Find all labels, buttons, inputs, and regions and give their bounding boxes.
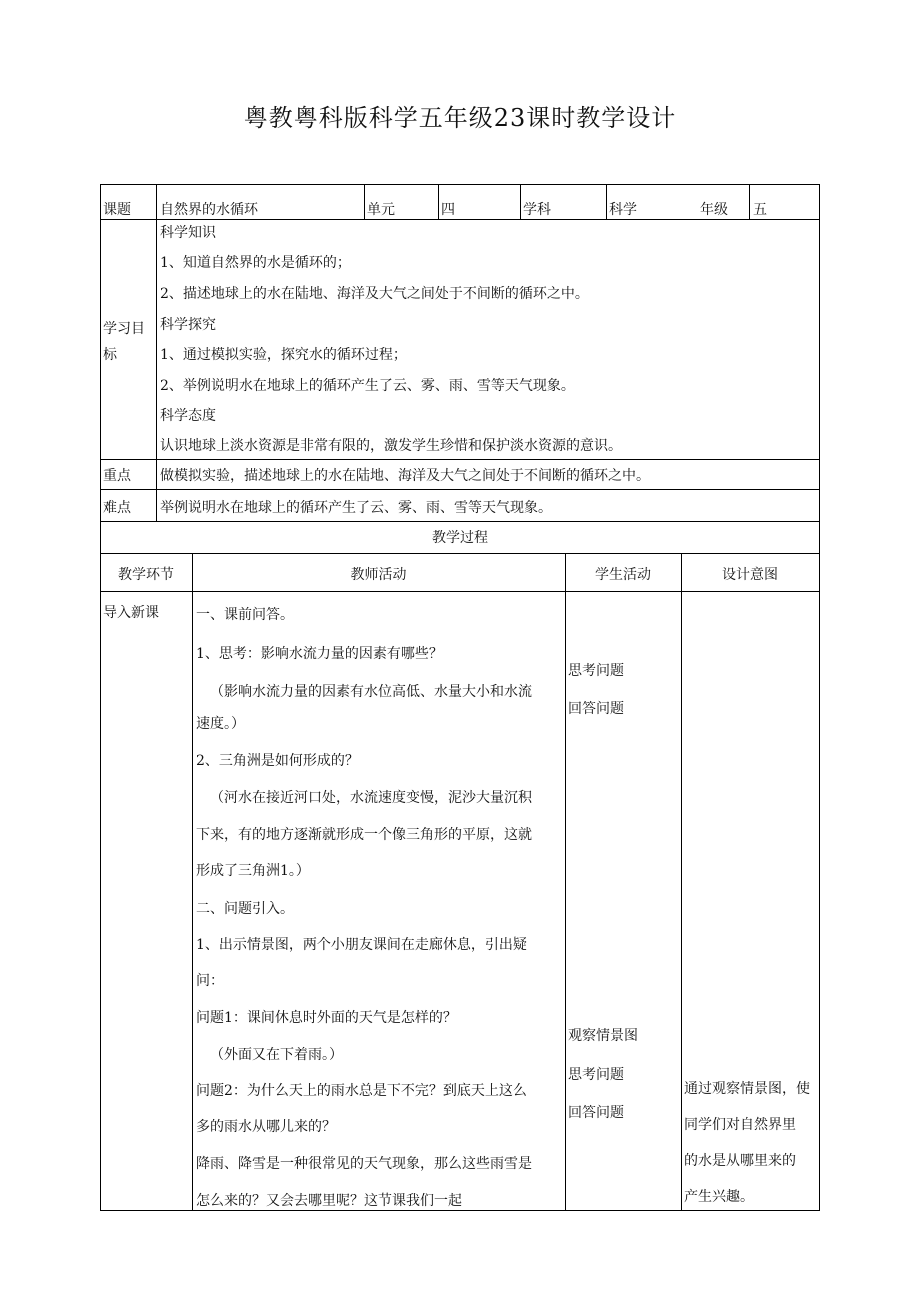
- stage-name: 导入新课: [103, 605, 159, 621]
- process-title: 教学过程: [432, 530, 488, 546]
- objective-line: 1、知道自然界的水是循环的；: [160, 255, 351, 271]
- teacher-line: 速度。）: [196, 716, 245, 732]
- grade-value: 五: [753, 202, 767, 218]
- objective-line: 2、举例说明水在地球上的循环产生了云、雾、雨、雪等天气现象。: [160, 378, 575, 394]
- teacher-line: 1、思考：影响水流力量的因素有哪些？: [196, 646, 443, 662]
- teacher-line: 问题1：课间休息时外面的天气是怎样的？: [196, 1010, 457, 1026]
- teacher-line: 下来，有的地方逐渐就形成一个像三角形的平原，这就: [196, 827, 532, 843]
- objectives-label-line1: 学习目: [103, 321, 145, 337]
- document-title: 粤教粤科版科学五年级23课时教学设计: [243, 104, 677, 132]
- intent-line: 的水是从哪里来的: [684, 1153, 796, 1169]
- subject-label: 学科: [523, 202, 551, 218]
- header-student: 学生活动: [595, 567, 651, 583]
- student-line: 思考问题: [568, 1067, 624, 1083]
- intent-line: 同学们对自然界里: [684, 1117, 796, 1133]
- teacher-line: （影响水流力量的因素有水位高低、水量大小和水流: [210, 684, 532, 700]
- teacher-line: 问：: [196, 973, 224, 989]
- topic-value: 自然界的水循环: [160, 202, 258, 218]
- objective-line: 科学态度: [160, 408, 216, 424]
- unit-value: 四: [441, 202, 455, 218]
- teacher-line: 一、课前问答。: [196, 607, 294, 623]
- teacher-line: 1、出示情景图，两个小朋友课间在走廊休息，引出疑: [196, 937, 527, 953]
- teacher-line: 多的雨水从哪儿来的？: [196, 1119, 336, 1135]
- teacher-line: 2、三角洲是如何形成的？: [196, 753, 359, 769]
- teacher-line: 降雨、降雪是一种很常见的天气现象，那么这些雨雪是: [196, 1156, 532, 1172]
- objective-line: 认识地球上淡水资源是非常有限的，激发学生珍惜和保护淡水资源的意识。: [160, 438, 622, 454]
- subject-value: 科学: [609, 202, 637, 218]
- difficulty-text: 举例说明水在地球上的循环产生了云、雾、雨、雪等天气现象。: [160, 500, 552, 516]
- intent-line: 产生兴趣。: [684, 1189, 754, 1205]
- teacher-line: 怎么来的？又会去哪里呢？这节课我们一起: [196, 1193, 462, 1209]
- key-point-text: 做模拟实验，描述地球上的水在陆地、海洋及大气之间处于不间断的循环之中。: [160, 468, 650, 484]
- header-intent: 设计意图: [722, 567, 778, 583]
- teacher-line: 形成了三角洲1。）: [196, 863, 310, 879]
- student-line: 观察情景图: [568, 1028, 638, 1044]
- student-line: 回答问题: [568, 1105, 624, 1121]
- objective-line: 科学知识: [160, 225, 216, 241]
- objective-line: 科学探究: [160, 317, 216, 333]
- unit-label: 单元: [367, 202, 395, 218]
- header-teacher: 教师活动: [350, 567, 407, 583]
- student-line: 思考问题: [568, 663, 624, 679]
- objective-line: 1、通过模拟实验，探究水的循环过程；: [160, 347, 407, 363]
- key-point-label: 重点: [103, 468, 131, 484]
- student-line: 回答问题: [568, 701, 624, 717]
- teacher-line: （外面又在下着雨。）: [210, 1047, 343, 1063]
- objectives-label-line2: 标: [103, 347, 117, 363]
- teacher-line: 二、问题引入。: [196, 901, 294, 917]
- teacher-line: （河水在接近河口处，水流速度变慢，泥沙大量沉积: [210, 790, 532, 806]
- topic-label: 课题: [103, 202, 131, 218]
- header-stage: 教学环节: [118, 567, 174, 583]
- grade-label: 年级: [700, 202, 728, 218]
- teacher-line: 问题2：为什么天上的雨水总是下不完？到底天上这么: [196, 1083, 527, 1099]
- objective-line: 2、描述地球上的水在陆地、海洋及大气之间处于不间断的循环之中。: [160, 286, 589, 302]
- difficulty-label: 难点: [103, 500, 131, 516]
- intent-line: 通过观察情景图，使: [684, 1081, 810, 1097]
